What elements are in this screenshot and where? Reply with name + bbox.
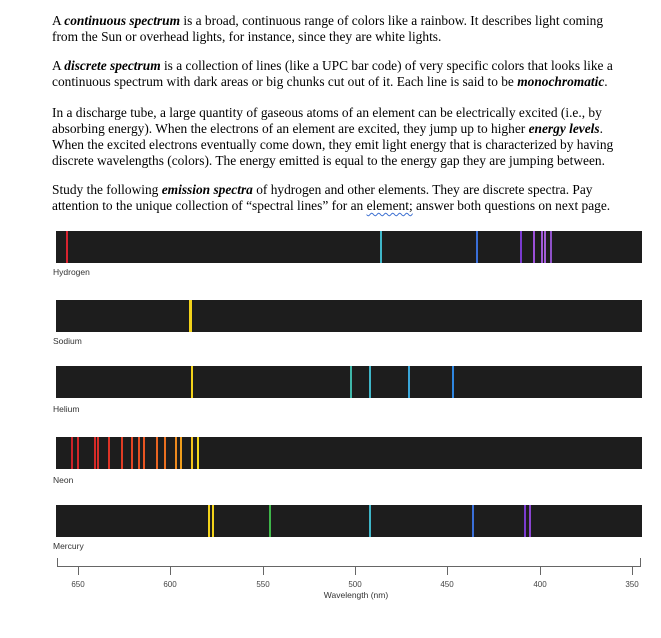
axis-tick — [632, 566, 633, 575]
tick-label: 450 — [440, 580, 454, 589]
spectral-line — [143, 437, 145, 469]
text-segment: answer both questions on next page. — [412, 198, 611, 213]
spectral-line — [191, 366, 193, 398]
spectral-line — [529, 505, 531, 537]
term-energy-levels: energy levels — [528, 121, 600, 136]
text-line: When the excited electrons eventually come down, they emit light energy that is characterized by having — [52, 137, 614, 152]
spectral-line — [208, 505, 210, 537]
spectral-line — [66, 231, 68, 263]
text-line — [52, 13, 612, 29]
spectral-line — [71, 437, 73, 469]
spectral-line — [138, 437, 140, 469]
spectral-line — [269, 505, 271, 537]
text-segment: . — [599, 121, 603, 136]
term-emission-spectra: emission spectra — [161, 182, 253, 197]
tick-label: 400 — [533, 580, 547, 589]
text-line: In a discharge tube, a large quantity of gaseous atoms of an element can be electrically excited (i.e., by — [52, 105, 602, 120]
spectral-line — [180, 437, 182, 469]
text-line — [52, 74, 612, 90]
spectral-line — [212, 505, 214, 537]
spectral-line — [541, 231, 543, 263]
text-segment: . — [604, 74, 608, 89]
text-line — [52, 121, 612, 137]
spectral-line — [520, 231, 522, 263]
spectral-line — [533, 231, 535, 263]
text-line — [52, 58, 612, 74]
text-segment: A — [52, 13, 65, 28]
spectrum-band-mercury — [56, 505, 642, 537]
spectrum-band-neon — [56, 437, 642, 469]
spectral-line — [190, 300, 192, 332]
term-monochromatic: monochromatic — [517, 74, 605, 89]
spellcheck-underlined-word: element; — [366, 198, 413, 213]
spectral-line — [408, 366, 410, 398]
axis-tick — [170, 566, 171, 575]
text-segment: continuous spectrum with dark areas or big chunks cut out of it. Each line is said to be — [52, 74, 518, 89]
paragraph-continuous-spectrum — [52, 13, 612, 45]
element-label-mercury: Mercury — [53, 541, 84, 551]
spectral-line — [131, 437, 133, 469]
tick-label: 500 — [348, 580, 362, 589]
spectral-line — [380, 231, 382, 263]
tick-label: 600 — [163, 580, 177, 589]
paragraph-study-instructions — [52, 182, 612, 214]
spectral-line — [197, 437, 199, 469]
spectral-line — [97, 437, 99, 469]
axis-tick — [447, 566, 448, 575]
axis-tick — [263, 566, 264, 575]
spectral-line — [550, 231, 552, 263]
paragraph-discharge-tube — [52, 105, 612, 169]
element-label-neon: Neon — [53, 475, 74, 485]
term-discrete-spectrum: discrete spectrum — [64, 58, 161, 73]
paragraph-discrete-spectrum — [52, 58, 612, 90]
element-label-sodium: Sodium — [53, 336, 82, 346]
spectral-line — [524, 505, 526, 537]
spectral-line — [191, 437, 193, 469]
spectral-line — [175, 437, 177, 469]
spectral-line — [77, 437, 79, 469]
text-segment: A — [52, 58, 65, 73]
wavelength-axis — [57, 566, 641, 567]
text-line: discrete wavelengths (colors). The energy emitted is equal to the energy gap they are jumping between. — [52, 153, 605, 168]
axis-tick — [540, 566, 541, 575]
text-line — [52, 198, 612, 214]
text-line — [52, 182, 612, 198]
spectral-line — [164, 437, 166, 469]
spectral-line — [94, 437, 96, 469]
spectral-line — [108, 437, 110, 469]
spectral-line — [544, 231, 546, 263]
axis-end-tick — [640, 558, 641, 567]
spectral-line — [472, 505, 474, 537]
text-segment: of hydrogen and other elements. They are discrete spectra. Pay — [252, 182, 593, 197]
spectral-line — [476, 231, 478, 263]
term-continuous-spectrum: continuous spectrum — [64, 13, 180, 28]
element-label-hydrogen: Hydrogen — [53, 267, 90, 277]
text-segment: absorbing energy). When the electrons of an element are excited, they jump up to higher — [52, 121, 529, 136]
text-segment: Study the following — [52, 182, 162, 197]
spectrum-band-helium — [56, 366, 642, 398]
spectral-line — [156, 437, 158, 469]
axis-tick — [78, 566, 79, 575]
axis-tick — [355, 566, 356, 575]
spectrum-band-sodium — [56, 300, 642, 332]
spectral-line — [369, 505, 371, 537]
tick-label: 550 — [256, 580, 270, 589]
spectrum-band-hydrogen — [56, 231, 642, 263]
x-axis-label: Wavelength (nm) — [323, 590, 389, 600]
spectral-line — [121, 437, 123, 469]
text-segment: attention to the unique collection of “spectral lines” for an — [52, 198, 367, 213]
axis-end-tick — [57, 558, 58, 567]
tick-label: 650 — [71, 580, 85, 589]
spectral-line — [452, 366, 454, 398]
tick-label: 350 — [625, 580, 639, 589]
text-line: from the Sun or overhead lights, for instance, since they are white lights. — [52, 29, 442, 44]
spectral-line — [350, 366, 352, 398]
text-segment: is a broad, continuous range of colors like a rainbow. It describes light coming — [180, 13, 604, 28]
element-label-helium: Helium — [53, 404, 80, 414]
text-segment: is a collection of lines (like a UPC bar code) of very specific colors that looks like a — [160, 58, 613, 73]
spectral-line — [369, 366, 371, 398]
